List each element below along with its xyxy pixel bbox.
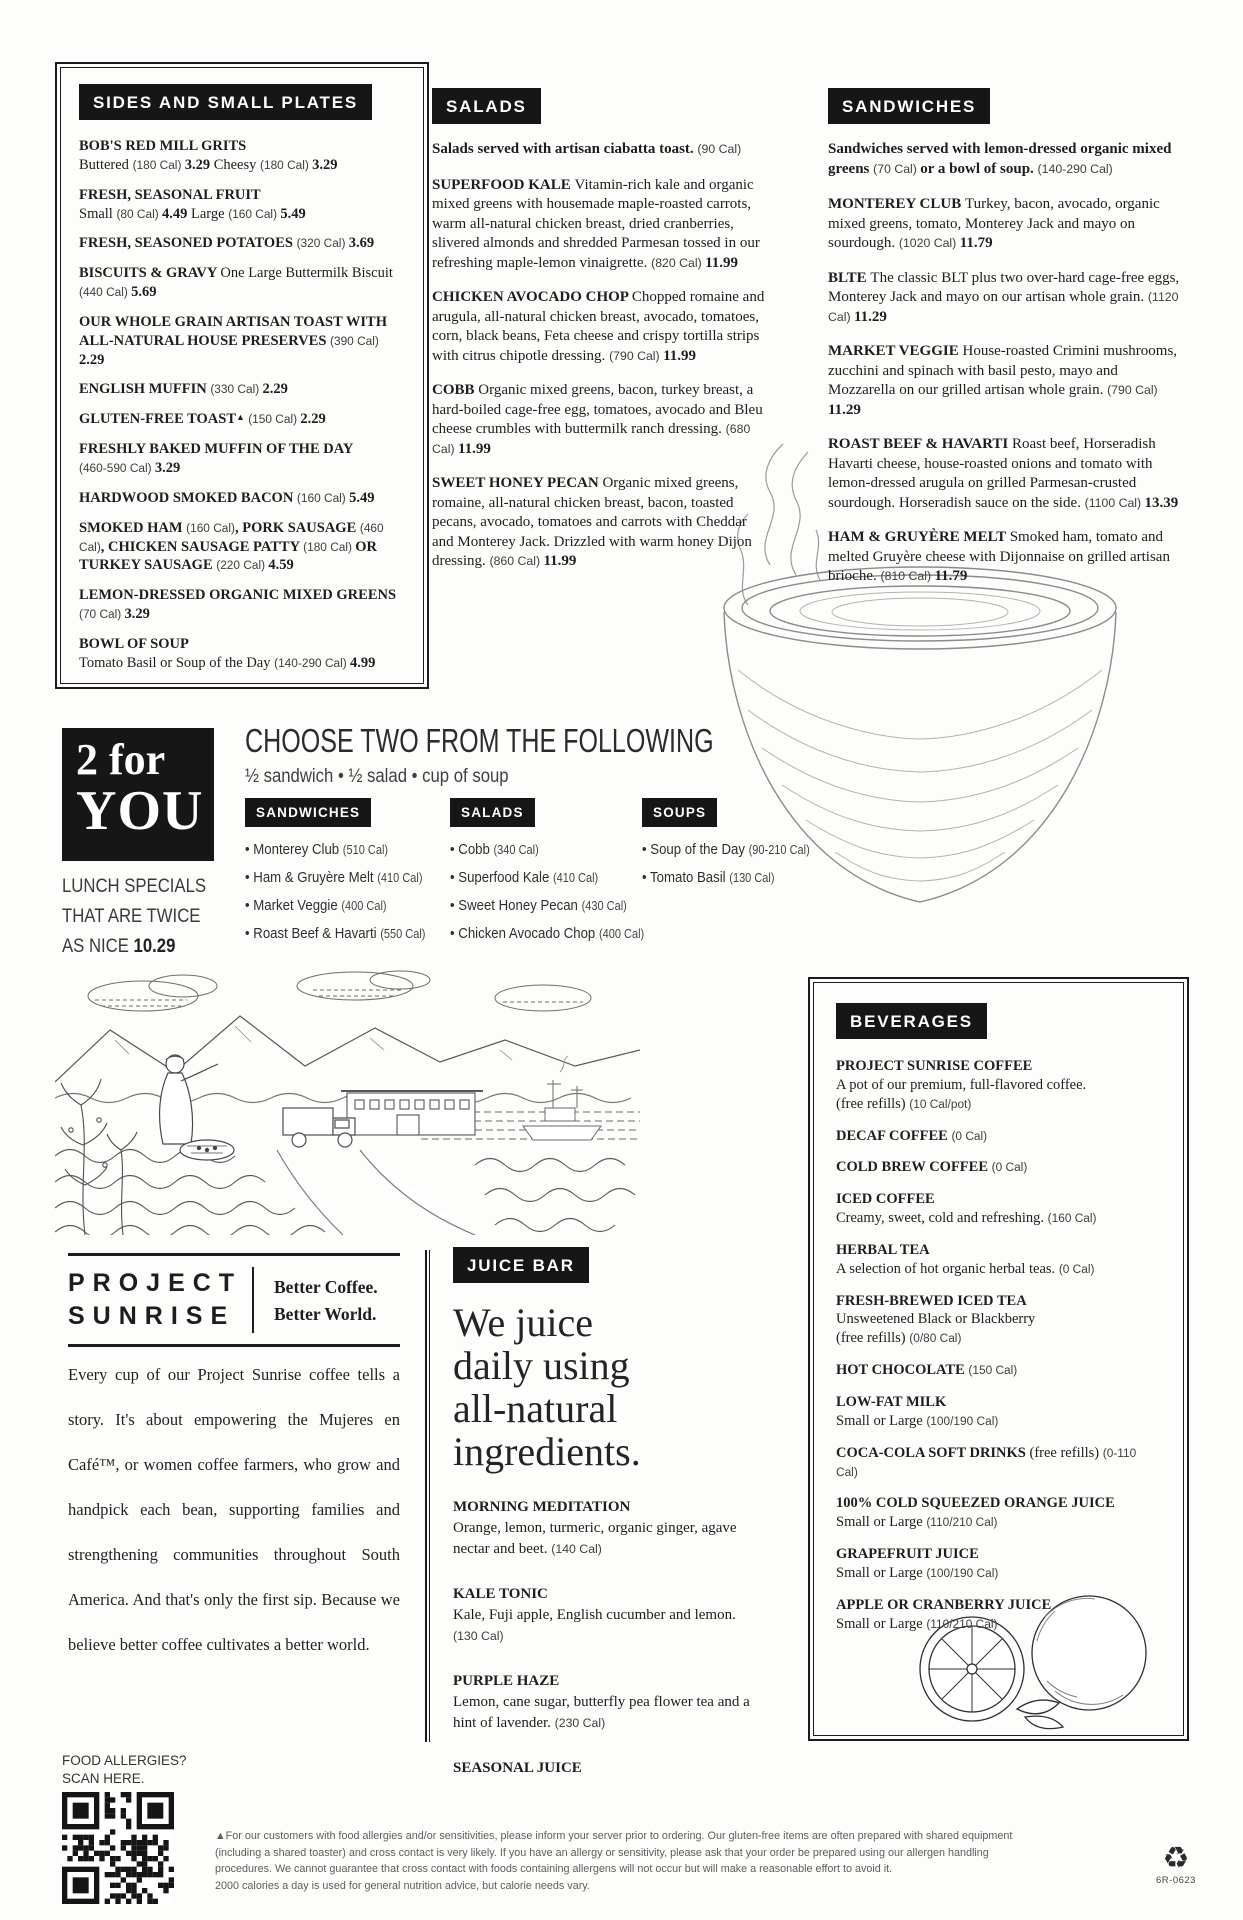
choices-sandwiches-badge: SANDWICHES [245, 798, 371, 827]
menu-item: COCA-COLA SOFT DRINKS (free refills) (0-110 Cal) [836, 1444, 1137, 1479]
menu-item: PURPLE HAZE Lemon, cane sugar, butterfly pea flower tea and a hint of lavender. (230 Cal) [453, 1673, 750, 1731]
sides-and-small-plates-section [55, 62, 429, 689]
menu-item: HERBAL TEA A selection of hot organic herbal teas. (0 Cal) [836, 1241, 1095, 1277]
juice-bar-section [453, 1247, 771, 1779]
sides-section-badge: SIDES AND SMALL PLATES [79, 84, 372, 120]
choices-salads-column [450, 798, 671, 953]
two-for-you-headline: CHOOSE TWO FROM THE FOLLOWING [245, 722, 714, 759]
project-sunrise-logo [68, 1253, 400, 1347]
choice-item: • Ham & Gruyère Melt (410 Cal) [245, 868, 423, 886]
menu-item: ENGLISH MUFFIN (330 Cal) 2.29 [79, 381, 288, 398]
sandwiches-intro: Sandwiches served with lemon-dressed organic mixed greens (70 Cal) or a bowl of soup. (140-290 Cal) [828, 141, 1172, 177]
beverages-item-list [836, 1057, 1161, 1633]
choice-item: • Chicken Avocado Chop (400 Cal) [450, 924, 645, 942]
beverages-section-badge: BEVERAGES [836, 1003, 987, 1039]
menu-item: FRESH-BREWED ICED TEA Unsweetened Black or Blackberry (free refills) (0/80 Cal) [836, 1292, 1036, 1347]
sandwiches-section [828, 88, 1185, 602]
menu-item: BOWL OF SOUP Tomato Basil or Soup of the Day (140-290 Cal) 4.99 [79, 635, 376, 671]
menu-item: APPLE OR CRANBERRY JUICE Small or Large (110/210 Cal) [836, 1596, 1052, 1632]
two-for-you-price: 10.29 [133, 936, 176, 957]
menu-item: HAM & GRUYÈRE MELT Smoked ham, tomato and melted Gruyère cheese with Dijonnaise on grilled artisan brioche. (810 Cal) 11.79 [828, 529, 1170, 584]
two-for-you-logo-top: 2 for [76, 735, 166, 784]
two-for-you-logo-bottom: YOU [76, 780, 204, 842]
menu-item: MARKET VEGGIE House-roasted Crimini mushrooms, zucchini and spinach with basil pesto, mayo and Mozzarella on our grilled artisan whole grain. (790 Cal) 11.29 [828, 343, 1178, 418]
menu-item: CHICKEN AVOCADO CHOP Chopped romaine and arugula, all-natural chicken breast, avocado, tomatoes, corn, black beans, Feta cheese and crispy tortilla strips with citrus chipotle dressing. (790 Cal) 11.99 [432, 289, 765, 364]
menu-item: PROJECT SUNRISE COFFEE A pot of our premium, full-flavored coffee. (free refills) (10 Cal/pot) [836, 1058, 1087, 1112]
salads-section [432, 88, 765, 587]
choice-item: • Superfood Kale (410 Cal) [450, 868, 599, 886]
choice-item: • Roast Beef & Havarti (550 Cal) [245, 924, 426, 942]
menu-item: FRESH, SEASONAL FRUIT Small (80 Cal) 4.49 Large (160 Cal) 5.49 [79, 186, 306, 222]
menu-item: HOT CHOCOLATE (150 Cal) [836, 1362, 1018, 1379]
qr-code [62, 1792, 174, 1909]
sandwiches-item-list [828, 195, 1185, 587]
menu-item: OUR WHOLE GRAIN ARTISAN TOAST WITH ALL-NATURAL HOUSE PRESERVES (390 Cal) 2.29 [79, 313, 387, 368]
salads-intro: Salads served with artisan ciabatta toast. (90 Cal) [432, 141, 742, 157]
salads-item-list [432, 176, 765, 572]
menu-item: FRESH, SEASONED POTATOES (320 Cal) 3.69 [79, 235, 375, 252]
project-sunrise-wordmark: PROJECT SUNRISE [68, 1267, 254, 1333]
two-for-you-choices [245, 798, 865, 963]
menu-item: MONTEREY CLUB Turkey, bacon, avocado, organic mixed greens, tomato, Monterey Jack and mayo on sourdough. (1020 Cal) 11.79 [828, 196, 1160, 251]
menu-item: GRAPEFRUIT JUICE Small or Large (100/190 Cal) [836, 1546, 999, 1581]
choices-soups-column [642, 798, 833, 897]
menu-item: BLTE The classic BLT plus two over-hard cage-free eggs, Monterey Jack and mayo on our artisan whole grain. (1120 Cal) 11.29 [828, 269, 1180, 325]
menu-item: BOB'S RED MILL GRITS Buttered (180 Cal) 3.29 Cheesy (180 Cal) 3.29 [79, 138, 338, 173]
choice-item: • Cobb (340 Cal) [450, 840, 539, 858]
choice-item: • Market Veggie (400 Cal) [245, 896, 387, 914]
sides-item-list [79, 137, 405, 673]
menu-item: COLD BREW COFFEE (0 Cal) [836, 1159, 1028, 1176]
menu-item: MORNING MEDITATION Orange, lemon, turmeric, organic ginger, agave nectar and beet. (140 Cal) [453, 1499, 737, 1557]
menu-item: KALE TONIC Kale, Fuji apple, English cucumber and lemon. (130 Cal) [453, 1586, 736, 1643]
sandwiches-section-badge: SANDWICHES [828, 88, 990, 124]
choices-sandwiches-column [245, 798, 450, 953]
choice-item: • Monterey Club (510 Cal) [245, 840, 389, 858]
juice-bar-item-list [453, 1497, 771, 1779]
allergen-disclaimer: ▲For our customers with food allergies and/or sensitivities, please inform your server prior to ordering. Our gluten-free items are often prepared with shared equipment (including a shared toaster) and cross contact is very likely. If you have an allergy or sensitivity, please ask that your order be prepared using our allergen handling procedures. We cannot guarantee that cross contact with foods containing allergens will not occur but will make a reasonable effort to avoid it. 2000 calories a day is used for general nutrition advice, but calorie needs vary. [215, 1830, 1013, 1892]
salads-section-badge: SALADS [432, 88, 541, 124]
coffee-farm-illustration [55, 960, 640, 1235]
menu-item: SEASONAL JUICE [453, 1760, 582, 1776]
menu-item: SUPERFOOD KALE Vitamin-rich kale and organic mixed greens with housemade maple-roasted carrots, warm all-natural chicken breast, dried cranberries, slivered almonds and shredded Parmesan tossed in our refreshing maple-lemon vinaigrette. (820 Cal) 11.99 [432, 176, 760, 271]
project-sunrise-story: Every cup of our Project Sunrise coffee tells a story. It's about empowering the Mujeres en Café™, or women coffee farmers, who grow and handpick each bean, supporting families and strengthening communities throughout South America. And that's only the first sip. Because we believe better coffee cultivates a better world. [68, 1365, 400, 1654]
menu-item: ROAST BEEF & HAVARTI Roast beef, Horseradish Havarti cheese, house-roasted onions and tomato with lemon-dressed arugula on grilled Parmesan-crusted sourdough. Horseradish sauce on the side. (1100 Cal) 13.39 [828, 436, 1179, 511]
recycle-icon: ♻ [1162, 1842, 1190, 1875]
choice-item: • Soup of the Day (90-210 Cal) [642, 840, 810, 858]
menu-item: HARDWOOD SMOKED BACON (160 Cal) 5.49 [79, 489, 375, 506]
menu-item: BISCUITS & GRAVY One Large Buttermilk Biscuit (440 Cal) 5.69 [79, 265, 393, 301]
beverages-section [808, 977, 1189, 1741]
choice-item: • Sweet Honey Pecan (430 Cal) [450, 896, 627, 914]
menu-item: FRESHLY BAKED MUFFIN OF THE DAY (460-590 Cal) 3.29 [79, 441, 354, 476]
juice-bar-badge: JUICE BAR [453, 1247, 589, 1283]
menu-item: SWEET HONEY PECAN Organic mixed greens, romaine, all-natural chicken breast, bacon, toasted pecans, avocado, tomatoes and carrots with Cheddar and Monterey Jack. Drizzled with warm honey Dijon dressing. (860 Cal) 11.99 [432, 475, 752, 569]
menu-code: 6R-0623 [1156, 1875, 1196, 1886]
recycle-mark [1146, 1843, 1206, 1886]
choice-item: • Tomato Basil (130 Cal) [642, 868, 775, 886]
menu-item: DECAF COFFEE (0 Cal) [836, 1127, 988, 1144]
food-allergies-label: FOOD ALLERGIES? SCAN HERE. [62, 1753, 187, 1786]
menu-item: LEMON-DRESSED ORGANIC MIXED GREENS (70 Cal) 3.29 [79, 587, 397, 623]
menu-item: COBB Organic mixed greens, bacon, turkey breast, a hard-boiled cage-free egg, tomatoes, avocado and Bleu cheese crumbles with buttermilk ranch dressing. (680 Cal) 11.99 [432, 382, 763, 457]
menu-item: LOW-FAT MILK Small or Large (100/190 Cal) [836, 1393, 999, 1429]
menu-item: SMOKED HAM (160 Cal), PORK SAUSAGE (460 Cal), CHICKEN SAUSAGE PATTY (180 Cal) OR TURKEY SAUSAGE (220 Cal) 4.59 [79, 519, 384, 574]
project-sunrise-motto: Better Coffee. Better World. [274, 1277, 378, 1324]
column-divider [425, 1250, 430, 1742]
choices-soups-badge: SOUPS [642, 798, 717, 827]
juice-bar-headline: We juice daily using all-natural ingredients. [453, 1300, 641, 1474]
lunch-specials-tagline: LUNCH SPECIALS THAT ARE TWICE AS NICE 10.29 [62, 876, 207, 957]
menu-item: ICED COFFEE Creamy, sweet, cold and refreshing. (160 Cal) [836, 1191, 1097, 1227]
two-for-you-subline: ½ sandwich • ½ salad • cup of soup [245, 766, 509, 787]
choices-salads-badge: SALADS [450, 798, 535, 827]
two-for-you-logo [62, 728, 214, 861]
menu-item: GLUTEN-FREE TOAST▲ (150 Cal) 2.29 [79, 411, 326, 428]
menu-item: 100% COLD SQUEEZED ORANGE JUICE Small or Large (110/210 Cal) [836, 1495, 1115, 1531]
